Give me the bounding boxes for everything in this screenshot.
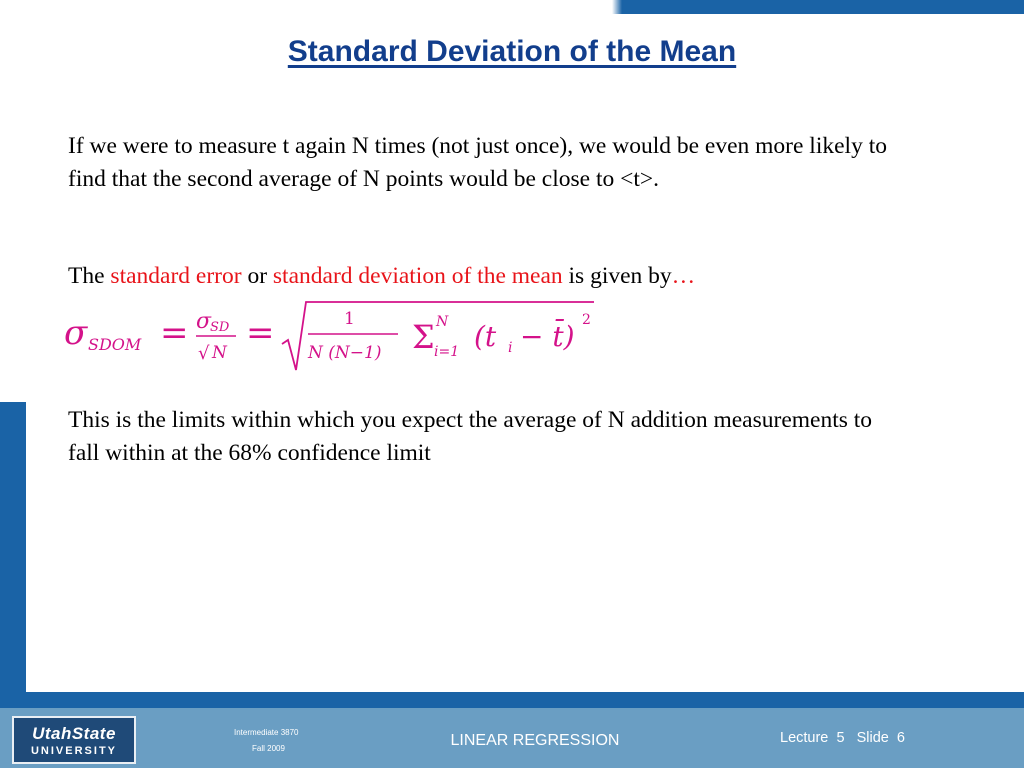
top-accent-bar bbox=[622, 0, 1024, 14]
formula-sum: Σ bbox=[412, 318, 435, 356]
formula-sub-i: i bbox=[508, 340, 513, 356]
paragraph-standard-error bbox=[68, 260, 908, 293]
lecture-number: 5 bbox=[836, 730, 845, 746]
frame-inner-bottom bbox=[26, 640, 1024, 692]
logo-text-bottom: UNIVERSITY bbox=[30, 745, 117, 757]
topic-label: LINEAR REGRESSION bbox=[450, 732, 620, 749]
bottom-frame-bar bbox=[0, 692, 1024, 708]
formula-sum-lower: i=1 bbox=[434, 344, 460, 360]
slide-label: Slide bbox=[856, 730, 889, 746]
formula-one: 1 bbox=[344, 309, 355, 329]
formula-sigma: σ bbox=[64, 313, 88, 353]
sdom-formula bbox=[64, 296, 604, 376]
left-frame-bar bbox=[0, 402, 26, 708]
formula-sqrt-small: √ bbox=[198, 343, 210, 364]
formula-sum-upper: N bbox=[436, 314, 449, 330]
university-logo bbox=[12, 716, 136, 764]
lecture-slide-number bbox=[780, 730, 980, 746]
lecture-label: Lecture bbox=[780, 730, 829, 746]
term-label: Fall 2009 bbox=[252, 744, 285, 753]
text-part: is given by bbox=[562, 263, 672, 289]
slide-footer bbox=[0, 708, 1024, 768]
formula-term: (t bbox=[474, 320, 497, 353]
text-part: The bbox=[68, 263, 111, 289]
ellipsis: … bbox=[671, 263, 696, 289]
paragraph-measure-again: If we were to measure t again N times (not just once), we would be even more likely to find that the second average of N points would be close to <t>. bbox=[68, 133, 887, 192]
formula-sub-sdom: SDOM bbox=[88, 335, 142, 354]
term-standard-deviation-of-mean: standard deviation of the mean bbox=[272, 263, 563, 289]
formula-n: N bbox=[212, 343, 227, 363]
top-bar-shade bbox=[612, 0, 622, 14]
logo-text-top: UtahState bbox=[32, 724, 116, 743]
formula-minus-tbar: − t̄) bbox=[520, 320, 575, 353]
formula-equals-1: = bbox=[160, 313, 189, 353]
paragraph-confidence-limit: This is the limits within which you expect the average of N addition measurements to fall within at the 68% confidence limit bbox=[68, 407, 873, 466]
term-standard-error: standard error bbox=[110, 263, 242, 289]
course-label: Intermediate 3870 bbox=[234, 728, 299, 737]
formula-sigma-sd: σ bbox=[196, 309, 212, 334]
text-part: or bbox=[241, 263, 273, 289]
formula-sub-sd: SD bbox=[210, 320, 230, 335]
formula-equals-2: = bbox=[246, 313, 275, 353]
formula-denominator: N (N−1) bbox=[308, 343, 382, 363]
slide-number: 6 bbox=[896, 730, 905, 746]
formula-power: 2 bbox=[582, 312, 591, 328]
slide-title: Standard Deviation of the Mean bbox=[287, 35, 737, 68]
